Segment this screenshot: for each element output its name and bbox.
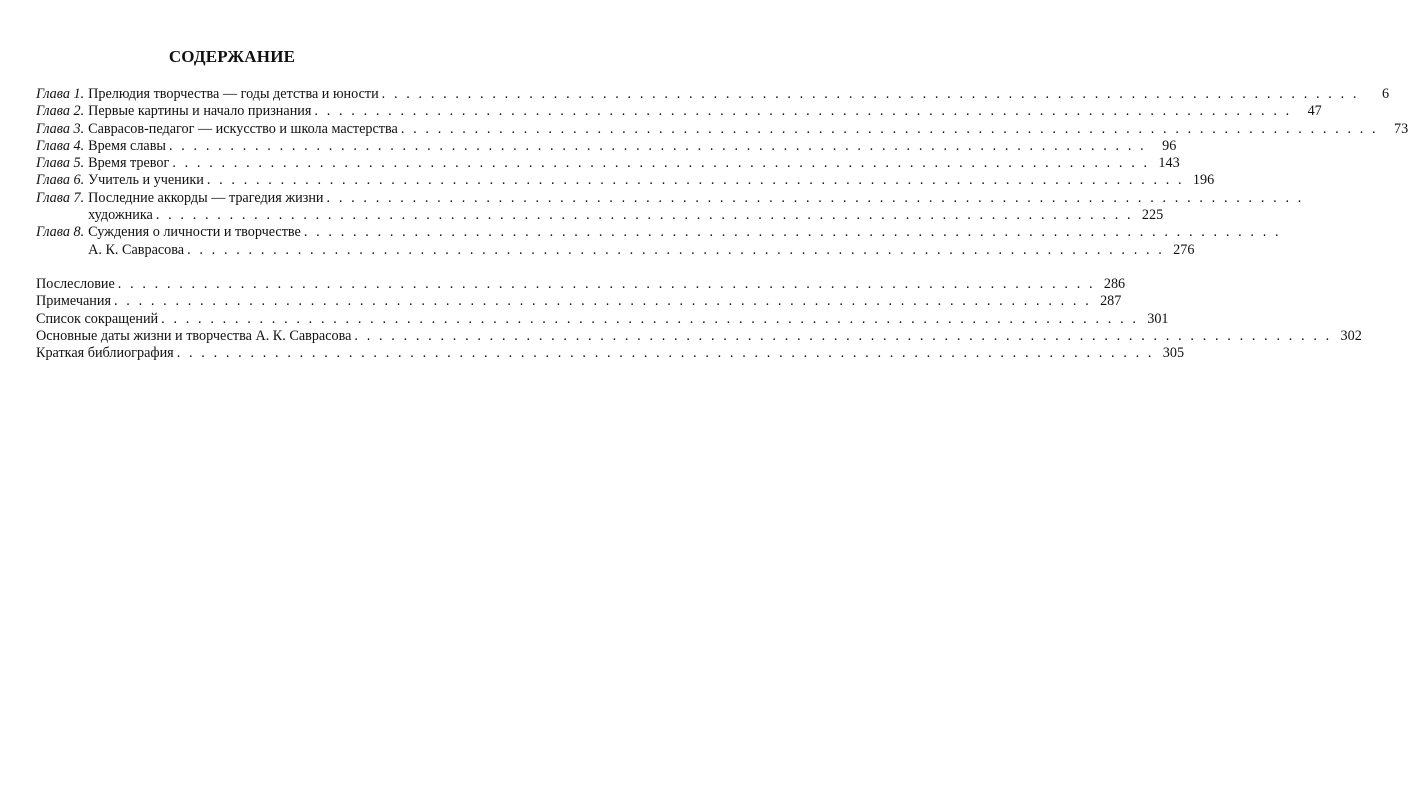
leader-dots: . . . . . . . . . . . . . . . . . . . . . . . . . . . . . . . . . . . . . . . . . . . . . . . . . . . . . . . . . . . . . . . . . . . . . . . . . . . . . . . . (381, 86, 1360, 102)
page-title: СОДЕРЖАНИЕ (168, 47, 296, 66)
leader-dots: . . . . . . . . . . . . . . . . . . . . . . . . . . . . . . . . . . . . . . . . . . . . . . . . . . . . . . . . . . . . . . . . . . . . . . . . . . . . . . . . (114, 293, 1092, 310)
leader-dots: . . . . . . . . . . . . . . . . . . . . . . . . . . . . . . . . . . . . . . . . . . . . . . . . . . . . . . . . . . . . . . . . . . . . . . . . . . . . . . . . (303, 224, 1282, 241)
leader-dots: . . . . . . . . . . . . . . . . . . . . . . . . . . . . . . . . . . . . . . . . . . . . . . . . . . . . . . . . . . . . . . . . . . . . . . . . . . . . . . . . (155, 207, 1134, 224)
toc-entry-appendix[interactable] (36, 345, 1185, 362)
chapter-title-line (88, 189, 1304, 207)
appendix-title: Примечания (36, 293, 111, 310)
toc-entry-appendix[interactable] (36, 275, 1126, 293)
chapter-title: Время тревог (88, 155, 170, 172)
chapter-body (88, 155, 1180, 172)
chapter-label: Глава 5. (36, 155, 85, 172)
leader-dots: . . . . . . . . . . . . . . . . . . . . . . . . . . . . . . . . . . . . . . . . . . . . . . . . . . . . . . . . . . . . . . . . . . . . . . . . . . . . . . . . (314, 103, 1292, 120)
appendix-list (36, 275, 1362, 362)
toc-entry-chapter[interactable] (36, 155, 1180, 172)
chapter-body (88, 137, 1177, 155)
toc-entry-chapter[interactable] (36, 86, 1390, 103)
toc-entry-appendix[interactable] (36, 327, 1362, 345)
chapter-title: Суждения о личности и творчестве (88, 224, 301, 241)
toc-entry-chapter[interactable] (36, 189, 1304, 225)
leader-dots: . . . . . . . . . . . . . . . . . . . . . . . . . . . . . . . . . . . . . . . . . . . . . . . . . . . . . . . . . . . . . . . . . . . . . . . . . . . . . . . . (400, 120, 1379, 137)
page-number: 302 (1340, 327, 1362, 344)
leader-dots: . . . . . . . . . . . . . . . . . . . . . . . . . . . . . . . . . . . . . . . . . . . . . . . . . . . . . . . . . . . . . . . . . . . . . . . . . . . . . . . . (326, 189, 1304, 206)
section-spacer (36, 259, 426, 276)
page-number: 196 (1192, 172, 1215, 189)
page-number: 143 (1158, 155, 1180, 172)
toc-entry-chapter[interactable] (36, 224, 1282, 259)
chapter-label: Глава 8. (36, 224, 85, 241)
chapter-label: Глава 1. (36, 86, 85, 102)
chapter-list (36, 86, 1408, 259)
appendix-body (36, 293, 1122, 310)
toc-entry-chapter[interactable] (36, 103, 1322, 120)
chapter-label: Глава 7. (36, 189, 85, 206)
page-number: 305 (1162, 345, 1185, 362)
page-number: 225 (1141, 207, 1164, 224)
page-number: 287 (1100, 293, 1122, 310)
chapter-title-line (88, 86, 1390, 103)
leader-dots: . . . . . . . . . . . . . . . . . . . . . . . . . . . . . . . . . . . . . . . . . . . . . . . . . . . . . . . . . . . . . . . . . . . . . . . . . . . . . . . . (172, 155, 1150, 172)
toc-entry-chapter[interactable] (36, 137, 1177, 155)
appendix-body (36, 327, 1362, 345)
page-number: 96 (1162, 137, 1177, 154)
chapter-label: Глава 3. (36, 120, 85, 137)
toc-entry-chapter[interactable] (36, 172, 1215, 189)
appendix-title: Список сокращений (36, 310, 159, 327)
appendix-title: Основные даты жизни и творчества А. К. Саврасова (36, 327, 352, 344)
page-number: 6 (1381, 86, 1390, 102)
appendix-body (36, 275, 1126, 293)
chapter-body (88, 120, 1408, 138)
leader-dots: . . . . . . . . . . . . . . . . . . . . . . . . . . . . . . . . . . . . . . . . . . . . . . . . . . . . . . . . . . . . . . . . . . . . . . . . . . . . . . . . (161, 310, 1139, 327)
chapter-body (88, 86, 1390, 103)
chapter-body (88, 172, 1215, 189)
appendix-title: Послесловие (36, 275, 115, 292)
chapter-title: А. К. Саврасова (88, 241, 185, 258)
page-number: 73 (1394, 120, 1408, 137)
page-number: 276 (1173, 241, 1195, 258)
chapter-title: Время славы (88, 137, 166, 154)
chapter-title-line (88, 224, 1282, 241)
chapter-label: Глава 6. (36, 172, 85, 189)
chapter-label: Глава 2. (36, 103, 85, 120)
chapter-title-line (88, 241, 1195, 259)
leader-dots: . . . . . . . . . . . . . . . . . . . . . . . . . . . . . . . . . . . . . . . . . . . . . . . . . . . . . . . . . . . . . . . . . . . . . . . . . . . . . . . . (187, 241, 1165, 258)
table-of-contents (36, 86, 1408, 362)
leader-dots: . . . . . . . . . . . . . . . . . . . . . . . . . . . . . . . . . . . . . . . . . . . . . . . . . . . . . . . . . . . . . . . . . . . . . . . . . . . . . . . . (354, 327, 1332, 344)
chapter-title: Учитель и ученики (88, 172, 204, 189)
chapter-title-line (88, 137, 1177, 155)
leader-dots: . . . . . . . . . . . . . . . . . . . . . . . . . . . . . . . . . . . . . . . . . . . . . . . . . . . . . . . . . . . . . . . . . . . . . . . . . . . . . . . . (168, 137, 1147, 154)
leader-dots: . . . . . . . . . . . . . . . . . . . . . . . . . . . . . . . . . . . . . . . . . . . . . . . . . . . . . . . . . . . . . . . . . . . . . . . . . . . . . . . . (206, 172, 1185, 189)
chapter-title: Последние аккорды — трагедия жизни (88, 189, 324, 206)
chapter-body (88, 224, 1282, 259)
chapter-title: Прелюдия творчества — годы детства и юности (88, 86, 379, 102)
toc-entry-chapter[interactable] (36, 120, 1408, 138)
chapter-title-line (88, 207, 1164, 224)
chapter-title-line (88, 103, 1322, 120)
page-number: 286 (1103, 275, 1126, 292)
leader-dots: . . . . . . . . . . . . . . . . . . . . . . . . . . . . . . . . . . . . . . . . . . . . . . . . . . . . . . . . . . . . . . . . . . . . . . . . . . . . . . . . (117, 275, 1096, 292)
chapter-title: художника (88, 207, 153, 224)
chapter-body (88, 189, 1304, 225)
chapter-title: Первые картины и начало признания (88, 103, 312, 120)
appendix-title: Краткая библиография (36, 345, 174, 362)
page-number: 301 (1147, 310, 1169, 327)
chapter-title-line (88, 172, 1215, 189)
appendix-body (36, 345, 1185, 362)
chapter-title: Саврасов-педагог — искусство и школа мастерства (88, 120, 398, 137)
chapter-title-line (88, 155, 1180, 172)
toc-entry-appendix[interactable] (36, 293, 1122, 310)
page-number: 47 (1307, 103, 1322, 120)
chapter-body (88, 103, 1322, 120)
chapter-label: Глава 4. (36, 137, 85, 154)
leader-dots: . . . . . . . . . . . . . . . . . . . . . . . . . . . . . . . . . . . . . . . . . . . . . . . . . . . . . . . . . . . . . . . . . . . . . . . . . . . . . . . . (176, 345, 1155, 362)
toc-entry-appendix[interactable] (36, 310, 1169, 328)
chapter-title-line (88, 120, 1408, 138)
appendix-body (36, 310, 1169, 328)
